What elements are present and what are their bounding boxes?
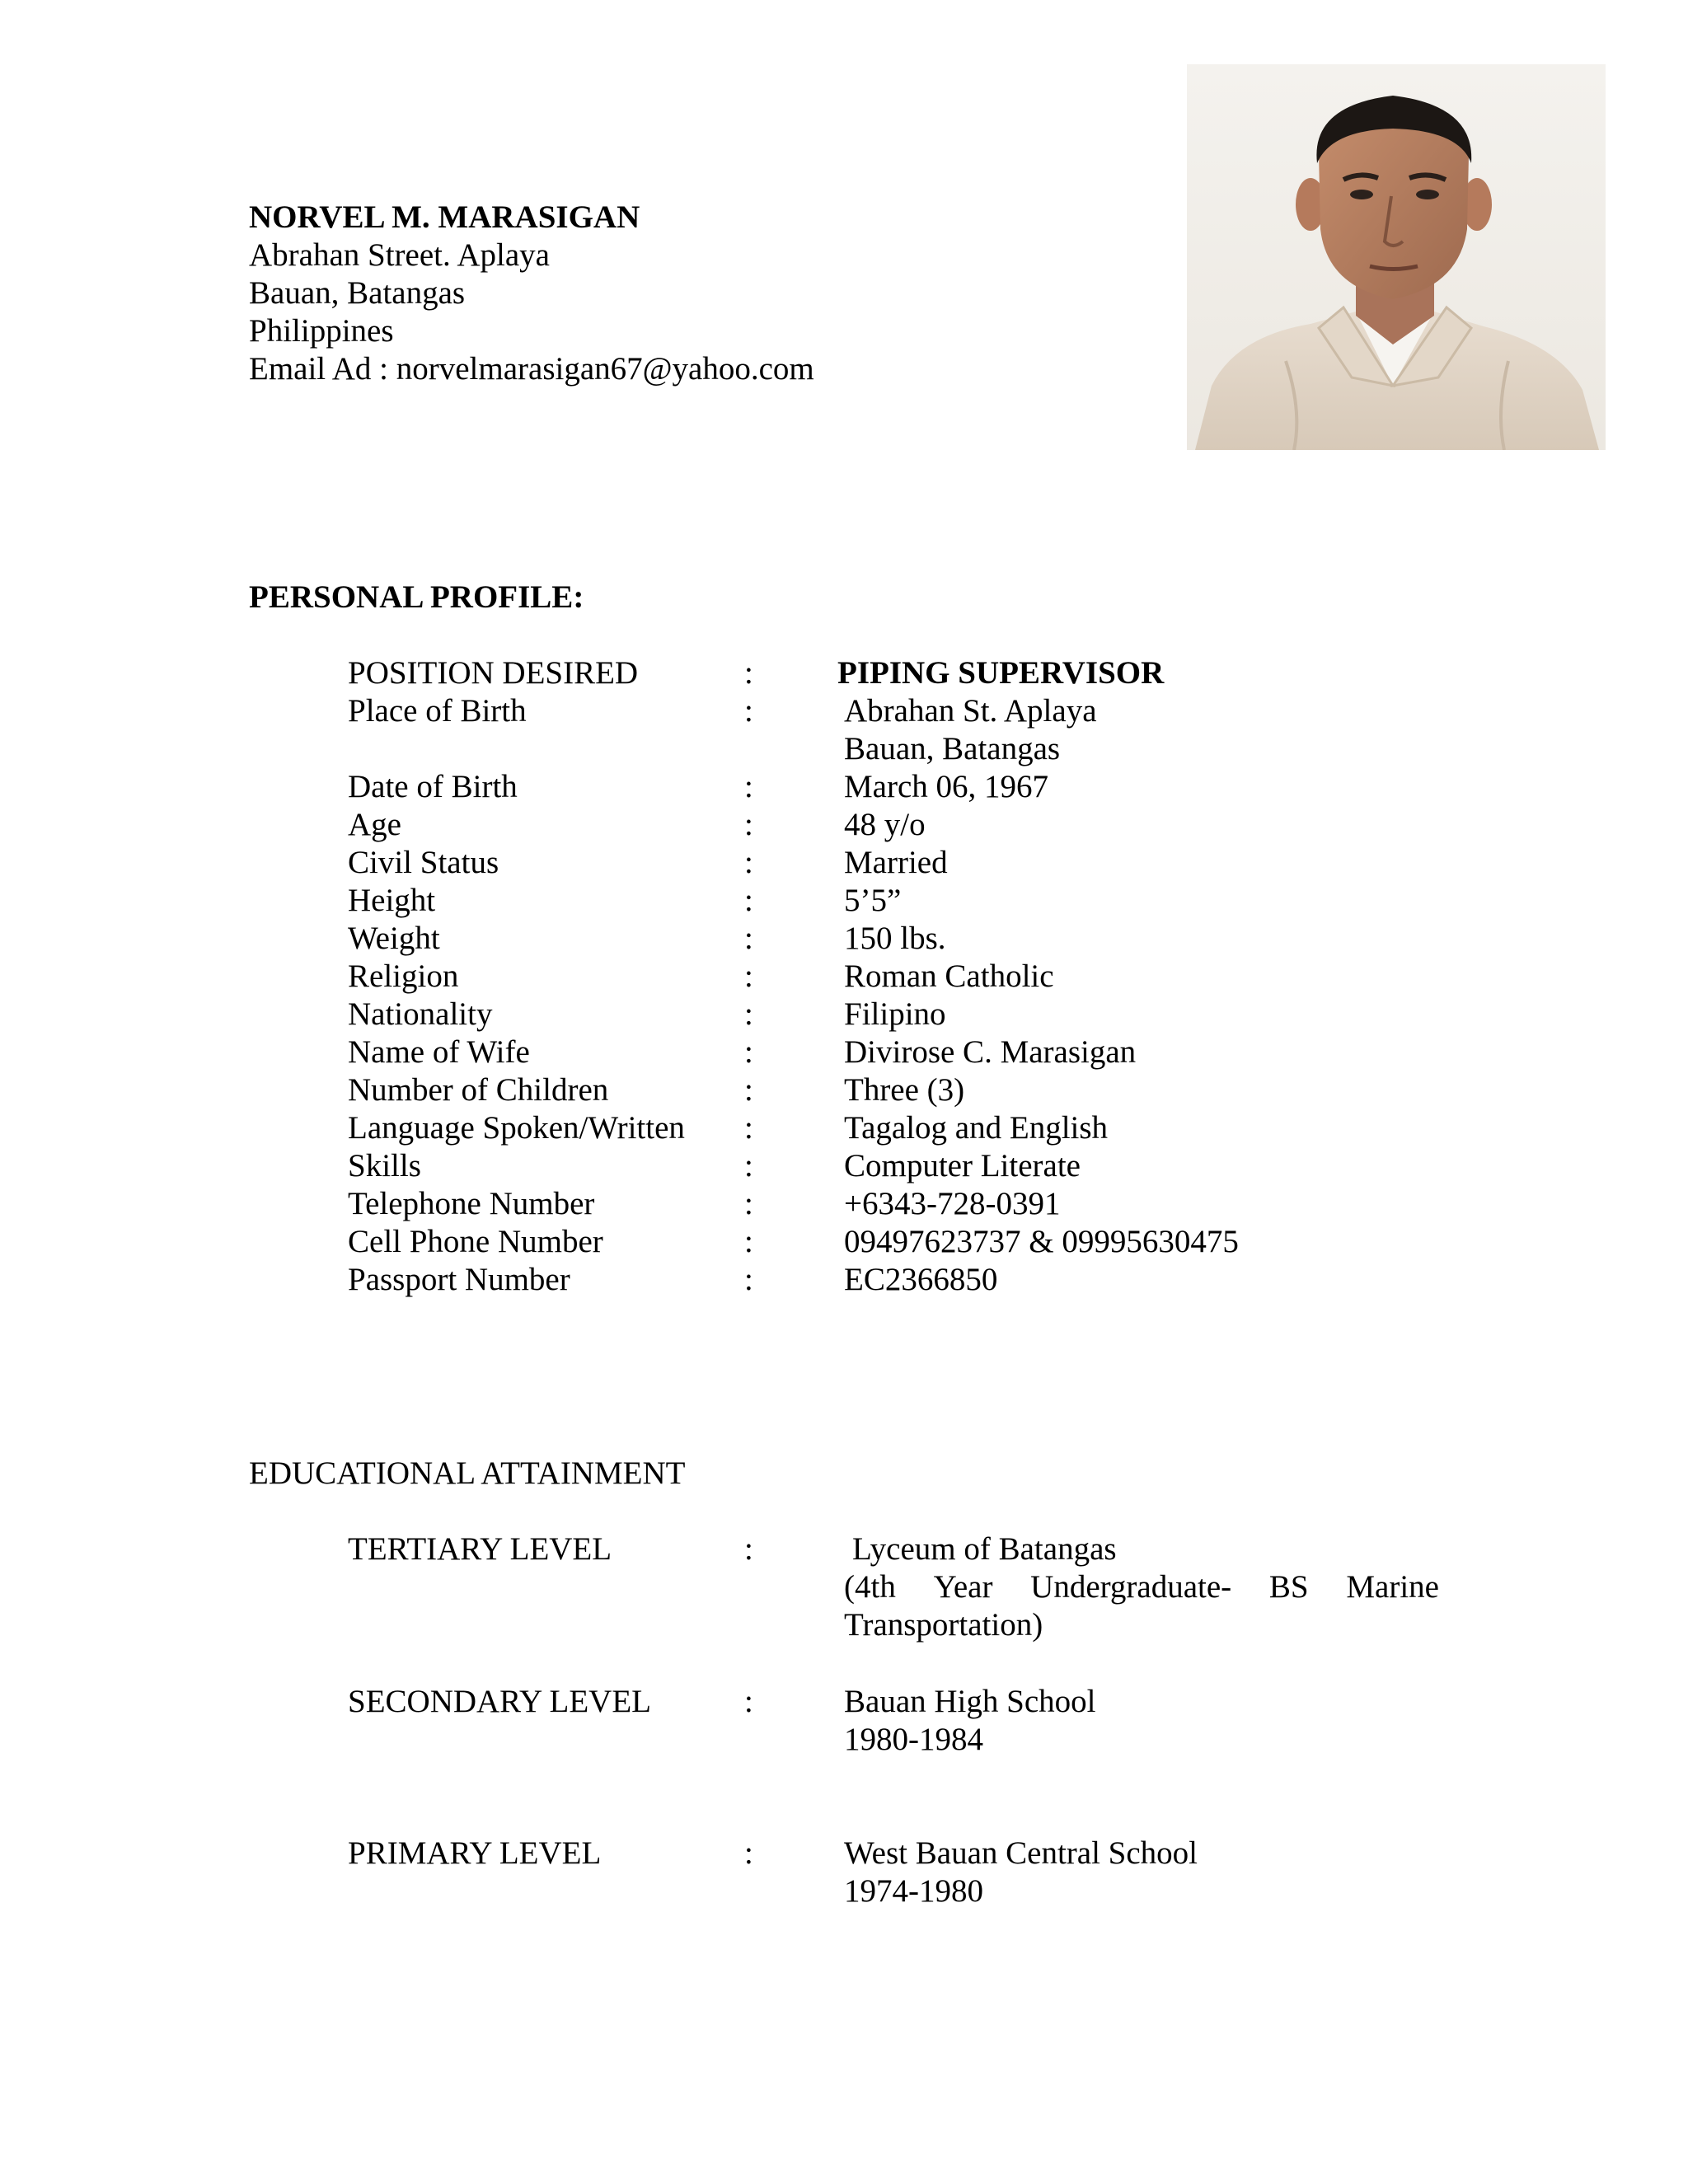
secondary-years: 1980-1984 [844, 1722, 983, 1757]
profile-row-value: Roman Catholic [844, 958, 1054, 994]
colon-separator: : [744, 1110, 753, 1146]
portrait-image [1187, 64, 1606, 450]
address-line-2: Bauan, Batangas [249, 275, 466, 311]
profile-row-value: 5’5” [844, 883, 902, 918]
colon-separator: : [744, 958, 753, 994]
profile-row-label: Telephone Number [348, 1186, 595, 1221]
profile-row-value: 150 lbs. [844, 921, 946, 956]
primary-level-label: PRIMARY LEVEL [348, 1835, 602, 1871]
profile-row-label: Place of Birth [348, 693, 527, 729]
email-line: Email Ad : norvelmarasigan67@yahoo.com [249, 351, 814, 387]
colon-separator: : [744, 1186, 753, 1221]
position-desired-value: PIPING SUPERVISOR [837, 655, 1165, 691]
applicant-name: NORVEL M. MARASIGAN [249, 199, 640, 235]
profile-row-value: Bauan, Batangas [844, 731, 1061, 766]
colon-separator: : [744, 1262, 753, 1297]
profile-row-value: Three (3) [844, 1072, 965, 1108]
profile-row-label: Civil Status [348, 845, 499, 880]
colon-separator: : [744, 807, 753, 842]
colon-separator: : [744, 1224, 753, 1259]
applicant-photo [1187, 64, 1606, 450]
secondary-level-label: SECONDARY LEVEL [348, 1684, 651, 1719]
profile-row-value: Divirose C. Marasigan [844, 1034, 1137, 1070]
primary-school: West Bauan Central School [844, 1835, 1198, 1871]
profile-row-label: Nationality [348, 996, 493, 1032]
tertiary-note-word: (4th [844, 1569, 896, 1605]
personal-profile-heading: PERSONAL PROFILE: [249, 579, 584, 615]
colon-separator: : [744, 1684, 753, 1719]
profile-row-label: Language Spoken/Written [348, 1110, 685, 1146]
primary-years: 1974-1980 [844, 1873, 983, 1909]
tertiary-note [844, 1568, 1439, 1644]
tertiary-note-word: Marine [1346, 1569, 1439, 1605]
tertiary-level-label: TERTIARY LEVEL [348, 1531, 612, 1567]
contact-header [249, 199, 814, 388]
profile-row-label: Religion [348, 958, 459, 994]
tertiary-note-word: Year [933, 1569, 993, 1605]
colon-separator: : [744, 1148, 753, 1183]
tertiary-school: Lyceum of Batangas [852, 1531, 1117, 1567]
profile-row-value: Married [844, 845, 948, 880]
address-line-1: Abrahan Street. Aplaya [249, 237, 550, 273]
tertiary-note-word: BS [1268, 1569, 1309, 1605]
profile-row-value: +6343-728-0391 [844, 1186, 1061, 1221]
colon-separator: : [744, 693, 753, 729]
colon-separator: : [744, 655, 753, 691]
profile-row-label: Skills [348, 1148, 421, 1183]
profile-row-value: Abrahan St. Aplaya [844, 693, 1097, 729]
address-line-3: Philippines [249, 313, 394, 349]
tertiary-note-word: Undergraduate- [1030, 1569, 1232, 1605]
tertiary-note-line-2: Transportation) [844, 1607, 1043, 1643]
profile-row-label: Number of Children [348, 1072, 609, 1108]
tertiary-note-line-1 [844, 1568, 1439, 1606]
colon-separator: : [744, 1072, 753, 1108]
profile-row-value: March 06, 1967 [844, 769, 1049, 804]
profile-row-label: Date of Birth [348, 769, 518, 804]
profile-row-value: Filipino [844, 996, 946, 1032]
profile-row-label: Weight [348, 921, 440, 956]
colon-separator: : [744, 1835, 753, 1871]
colon-separator: : [744, 845, 753, 880]
secondary-school: Bauan High School [844, 1684, 1096, 1719]
profile-row-label: Age [348, 807, 401, 842]
profile-row-label: Height [348, 883, 436, 918]
colon-separator: : [744, 1531, 753, 1567]
colon-separator: : [744, 921, 753, 956]
colon-separator: : [744, 996, 753, 1032]
colon-separator: : [744, 769, 753, 804]
profile-row-value: 09497623737 & 09995630475 [844, 1224, 1239, 1259]
education-heading: EDUCATIONAL ATTAINMENT [249, 1455, 686, 1491]
profile-row-label: Name of Wife [348, 1034, 530, 1070]
profile-row-value: 48 y/o [844, 807, 926, 842]
colon-separator: : [744, 1034, 753, 1070]
position-desired-label: POSITION DESIRED [348, 655, 639, 691]
profile-row-value: Tagalog and English [844, 1110, 1109, 1146]
profile-row-value: Computer Literate [844, 1148, 1081, 1183]
profile-row-value: EC2366850 [844, 1262, 998, 1297]
colon-separator: : [744, 883, 753, 918]
profile-row-label: Cell Phone Number [348, 1224, 603, 1259]
profile-row-label: Passport Number [348, 1262, 570, 1297]
